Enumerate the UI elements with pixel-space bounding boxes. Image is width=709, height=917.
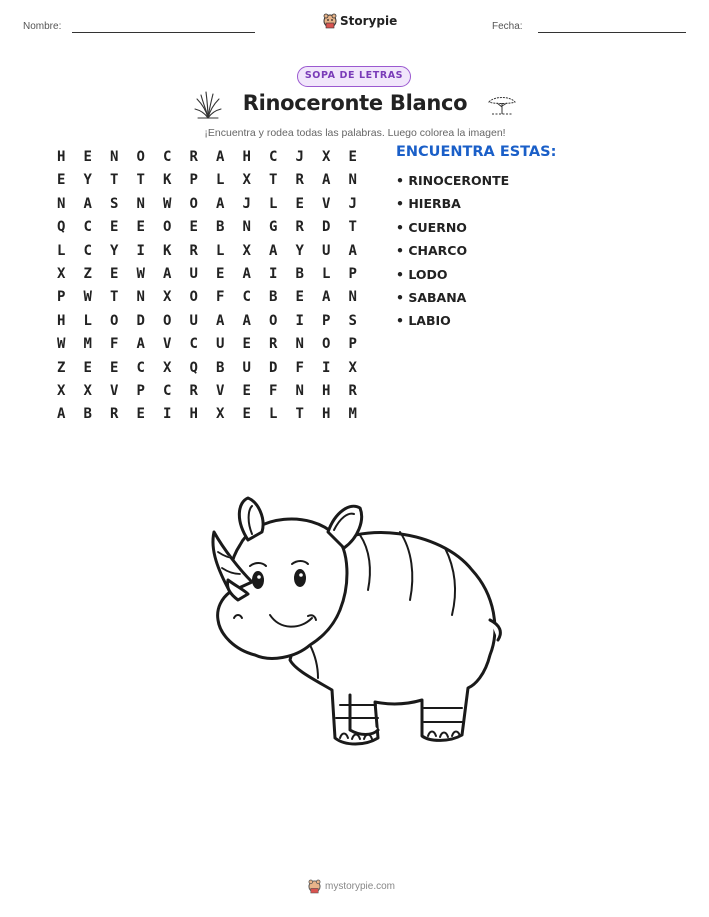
grid-letter[interactable]: X [348,359,357,376]
grid-letter[interactable]: L [216,242,225,259]
grid-letter[interactable]: A [322,172,331,189]
date-label: Fecha: [492,21,523,32]
grid-letter[interactable]: U [189,312,198,329]
grid-letter[interactable]: A [136,336,145,353]
grid-letter[interactable]: X [163,289,172,306]
grid-letter[interactable]: B [83,406,92,423]
grid-letter[interactable]: M [348,406,357,423]
grid-letter[interactable]: T [110,172,119,189]
grid-letter[interactable]: P [57,289,66,306]
grid-letter[interactable]: N [136,289,145,306]
grid-letter[interactable]: B [216,359,225,376]
date-line[interactable] [538,32,686,33]
grid-letter[interactable]: M [83,336,92,353]
grid-letter[interactable]: X [83,382,92,399]
grid-letter[interactable]: T [269,172,278,189]
grid-letter[interactable]: P [348,265,357,282]
grid-letter[interactable]: B [269,289,278,306]
grid-letter[interactable]: P [189,172,198,189]
grid-letter[interactable]: U [216,336,225,353]
word-list-title: ENCUENTRA ESTAS: [396,144,557,160]
grid-letter[interactable]: X [57,382,66,399]
grid-letter[interactable]: Z [57,359,66,376]
instructions: ¡Encuentra y rodea todas las palabras. Luego colorea la imagen! [204,127,506,139]
name-line[interactable] [72,32,255,33]
grid-letter[interactable]: A [242,265,251,282]
grid-letter[interactable]: E [295,289,304,306]
grid-letter[interactable]: Q [57,219,66,236]
grid-letter[interactable]: Z [83,265,92,282]
grid-letter[interactable]: I [322,359,331,376]
grid-letter[interactable]: X [163,359,172,376]
grid-letter[interactable]: D [322,219,331,236]
grid-letter[interactable]: T [110,289,119,306]
grid-letter[interactable]: K [163,242,172,259]
grid-letter[interactable]: H [322,406,331,423]
grid-letter[interactable]: P [322,312,331,329]
grid-letter[interactable]: W [163,195,172,212]
grid-letter[interactable]: Y [83,172,92,189]
acacia-tree-icon [486,94,518,116]
footer [308,879,395,894]
grid-letter[interactable]: E [242,382,251,399]
word-item: • HIERBA [396,196,461,212]
grid-letter[interactable]: C [189,336,198,353]
name-label: Nombre: [23,21,62,32]
grid-letter[interactable]: R [189,149,198,165]
grid-letter[interactable]: H [242,149,251,165]
grid-letter[interactable]: X [242,242,251,259]
grid-letter[interactable]: I [136,242,145,259]
grid-letter[interactable]: Y [110,242,119,259]
grid-letter[interactable]: S [348,312,357,329]
storypie-logo [323,13,397,29]
grid-letter[interactable]: N [57,195,66,212]
grid-letter[interactable]: R [348,382,357,399]
grid-letter[interactable]: L [322,265,331,282]
grid-letter[interactable]: N [295,382,304,399]
word-item: • RINOCERONTE [396,173,510,188]
storypie-mascot-icon [323,13,337,29]
grid-letter[interactable]: H [57,149,66,165]
grid-letter[interactable]: V [163,336,172,353]
grid-row [48,358,366,381]
grid-row [48,404,366,427]
grid-letter[interactable]: A [216,312,225,329]
grid-letter[interactable]: E [189,219,198,236]
rhinoceros-illustration [200,490,510,750]
grid-letter[interactable]: C [269,149,278,165]
grid-letter[interactable]: E [110,359,119,376]
word-item: • LABIO [396,313,451,329]
grid-letter[interactable]: W [136,265,145,282]
grid-letter[interactable]: O [163,312,172,329]
word-item: • SABANA [396,289,467,305]
brand-name: Storypie [340,14,398,28]
grid-letter[interactable]: E [216,265,225,282]
grid-letter[interactable]: R [110,406,119,423]
grid-row [48,287,366,310]
grid-letter[interactable]: O [269,312,278,329]
grid-letter[interactable]: P [136,382,145,399]
grid-row [48,241,366,264]
grid-letter[interactable]: E [242,336,251,353]
grid-letter[interactable]: S [110,195,119,212]
grid-letter[interactable]: A [57,406,66,423]
word-item: • LODO [396,266,448,282]
grid-letter[interactable]: L [269,406,278,423]
grid-letter[interactable]: R [295,172,304,189]
grid-letter[interactable]: O [110,312,119,329]
grid-letter[interactable]: V [216,382,225,399]
grid-letter[interactable]: E [242,406,251,423]
grid-letter[interactable]: H [322,382,331,399]
grid-letter[interactable]: O [189,195,198,212]
grid-letter[interactable]: N [110,149,119,165]
word-item: • CHARCO [396,243,468,259]
grid-letter[interactable]: E [83,149,92,165]
grid-letter[interactable]: O [189,289,198,306]
grid-letter[interactable]: J [242,195,251,212]
grid-letter[interactable]: W [57,336,66,353]
grid-letter[interactable]: N [136,195,145,212]
grid-row [48,170,366,193]
grid-letter[interactable]: C [83,242,92,259]
grid-letter[interactable]: T [348,219,357,236]
grid-letter[interactable]: I [163,406,172,423]
grid-letter[interactable]: X [216,406,225,423]
grid-letter[interactable]: T [136,172,145,189]
grid-letter[interactable]: A [322,289,331,306]
grid-row [48,311,366,334]
grid-letter[interactable]: A [163,265,172,282]
grid-letter[interactable]: N [348,172,357,189]
grid-letter[interactable]: A [83,195,92,212]
grid-letter[interactable]: C [242,289,251,306]
grid-letter[interactable]: U [322,242,331,259]
grid-letter[interactable]: D [136,312,145,329]
grid-letter[interactable]: R [295,219,304,236]
grid-letter[interactable]: O [322,336,331,353]
grid-letter[interactable]: U [189,265,198,282]
footer-url[interactable]: mystorypie.com [325,881,396,892]
grid-letter[interactable]: C [163,149,172,165]
grid-letter[interactable]: L [83,312,92,329]
grid-letter[interactable]: A [242,312,251,329]
storypie-mascot-icon [308,879,321,894]
grid-letter[interactable]: O [136,149,145,165]
word-item: • CUERNO [396,219,467,235]
grid-letter[interactable]: N [295,336,304,353]
grid-letter[interactable]: F [216,289,225,306]
grass-icon [194,90,222,120]
grid-letter[interactable]: A [216,149,225,165]
grid-letter[interactable]: H [57,312,66,329]
grid-letter[interactable]: I [295,312,304,329]
grid-letter[interactable]: E [295,195,304,212]
grid-letter[interactable]: J [295,149,304,165]
grid-letter[interactable]: Q [189,359,198,376]
grid-letter[interactable]: H [189,406,198,423]
grid-letter[interactable]: C [83,219,92,236]
grid-letter[interactable]: R [189,382,198,399]
grid-letter[interactable]: O [163,219,172,236]
grid-letter[interactable]: N [242,219,251,236]
grid-row [48,381,366,404]
grid-row [48,147,366,170]
grid-row [48,334,366,357]
grid-letter[interactable]: F [295,359,304,376]
grid-letter[interactable]: A [216,195,225,212]
page-title: Rinoceronte Blanco [242,91,468,115]
grid-letter[interactable]: N [348,289,357,306]
grid-letter[interactable]: L [57,242,66,259]
grid-letter[interactable]: E [136,219,145,236]
grid-row [48,217,366,240]
grid-letter[interactable]: W [83,289,92,306]
word-search-grid [48,147,366,428]
grid-letter[interactable]: V [110,382,119,399]
grid-letter[interactable]: X [57,265,66,282]
grid-row [48,264,366,287]
grid-letter[interactable]: A [269,242,278,259]
grid-letter[interactable]: E [136,406,145,423]
grid-letter[interactable]: L [269,195,278,212]
grid-letter[interactable]: D [269,359,278,376]
grid-letter[interactable]: B [216,219,225,236]
grid-letter[interactable]: E [348,149,357,165]
grid-letter[interactable]: E [57,172,66,189]
grid-letter[interactable]: R [269,336,278,353]
grid-letter[interactable]: E [110,265,119,282]
grid-letter[interactable]: P [348,336,357,353]
grid-letter[interactable]: J [348,195,357,212]
grid-letter[interactable]: E [83,359,92,376]
grid-letter[interactable]: X [242,172,251,189]
grid-letter[interactable]: E [110,219,119,236]
grid-letter[interactable]: L [216,172,225,189]
grid-letter[interactable]: T [295,406,304,423]
grid-letter[interactable]: F [269,382,278,399]
grid-letter[interactable]: B [295,265,304,282]
grid-letter[interactable]: C [136,359,145,376]
grid-letter[interactable]: C [163,382,172,399]
grid-letter[interactable]: A [348,242,357,259]
grid-letter[interactable]: R [189,242,198,259]
grid-letter[interactable]: X [322,149,331,165]
grid-row [48,194,366,217]
activity-badge: SOPA DE LETRAS [297,66,411,87]
grid-letter[interactable]: U [242,359,251,376]
grid-letter[interactable]: G [269,219,278,236]
grid-letter[interactable]: K [163,172,172,189]
grid-letter[interactable]: V [322,195,331,212]
word-list [396,172,509,336]
grid-letter[interactable]: I [269,265,278,282]
grid-letter[interactable]: Y [295,242,304,259]
grid-letter[interactable]: F [110,336,119,353]
